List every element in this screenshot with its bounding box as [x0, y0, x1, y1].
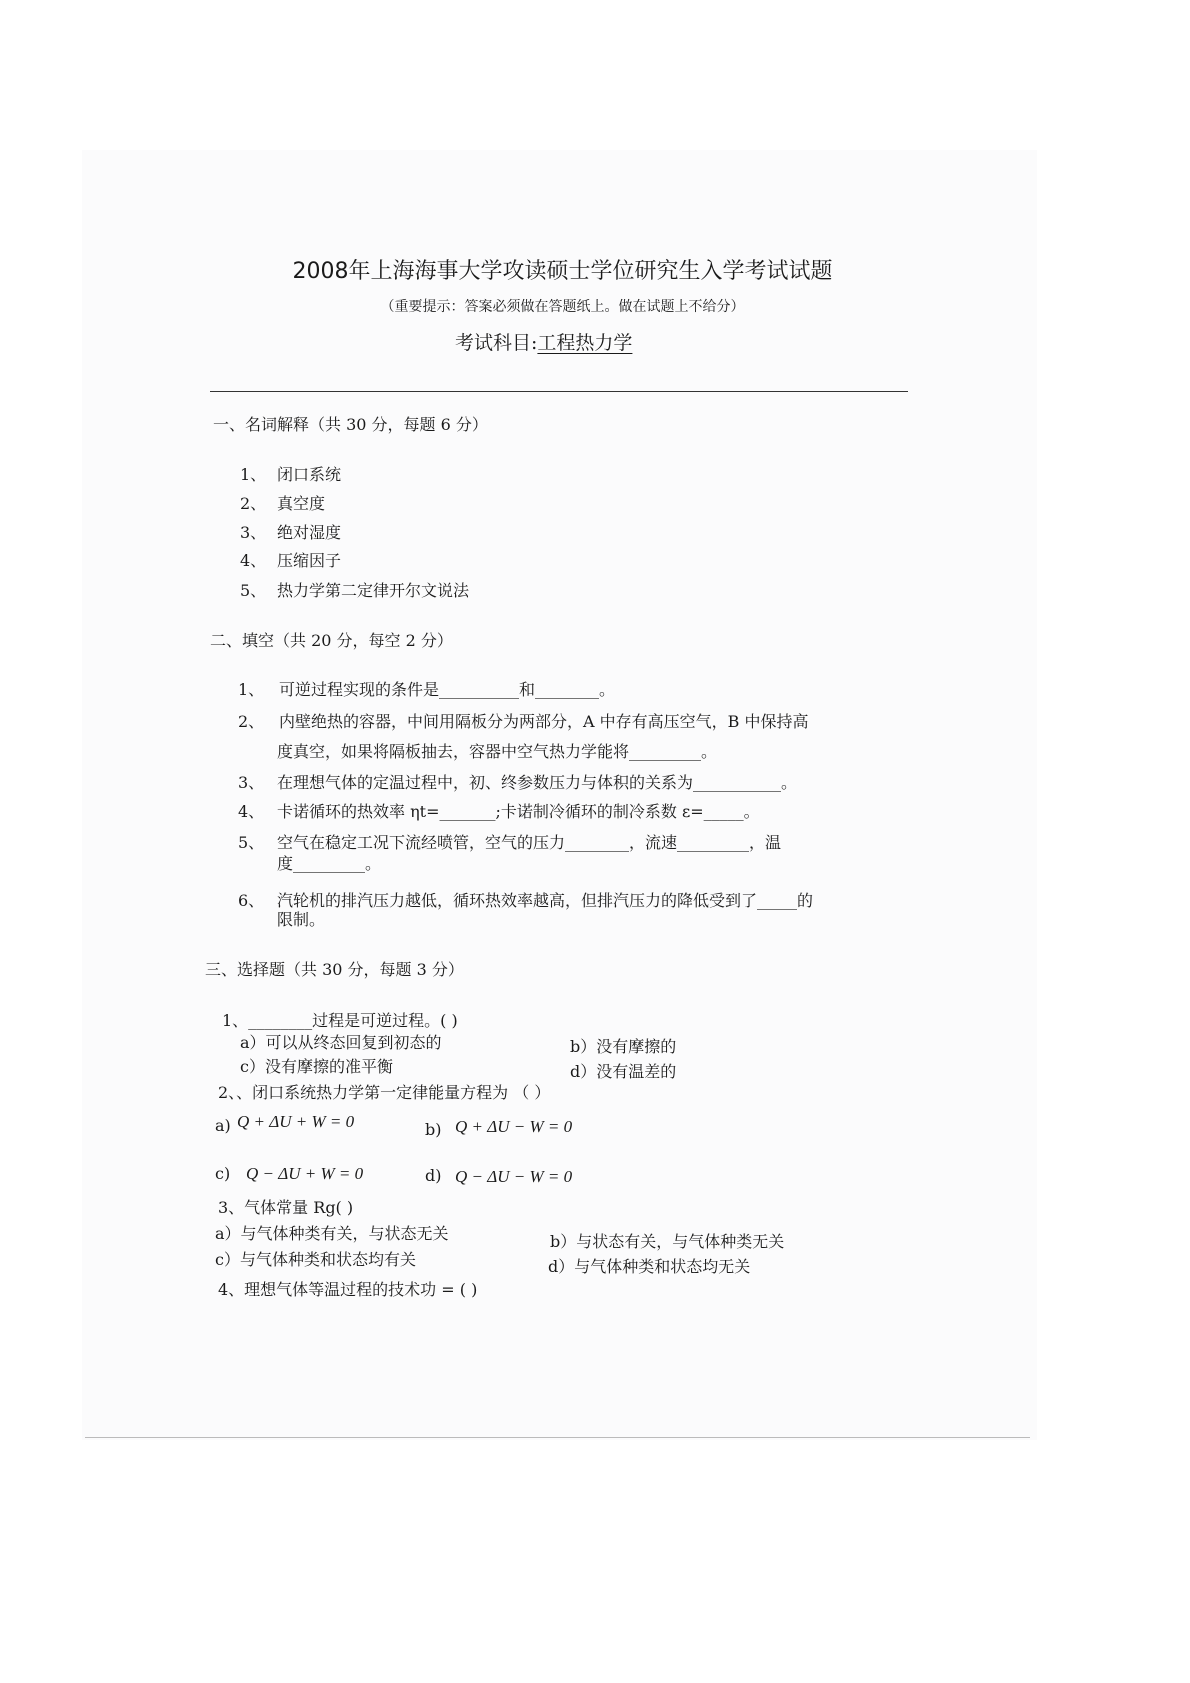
q3-stem: 3、气体常量 Rg( )	[218, 1198, 354, 1217]
item-number: 1、	[240, 465, 267, 484]
q2-equation-b: Q + ΔU − W = 0	[455, 1117, 573, 1136]
section3-heading: 三、选择题（共 30 分，每题 3 分）	[205, 960, 464, 979]
item-number: 2、	[238, 712, 265, 731]
term: 绝对湿度	[277, 523, 342, 542]
section2-heading: 二、填空（共 20 分，每空 2 分）	[210, 631, 453, 650]
page-bottom-edge	[85, 1437, 1030, 1438]
item-number: 1、	[238, 680, 265, 699]
term: 热力学第二定律开尔文说法	[277, 581, 470, 600]
exam-notice: （重要提示：答案必须做在答题纸上。做在试题上不给分）	[380, 299, 745, 315]
q1-stem: 1、________过程是可逆过程。( )	[222, 1011, 458, 1030]
q3-option-c: c）与气体种类和状态均有关	[215, 1250, 416, 1269]
item-number: 3、	[240, 523, 267, 542]
subject-name: 工程热力学	[537, 332, 633, 354]
item-number: 5、	[238, 833, 265, 852]
q1-option-a: a）可以从终态回复到初态的	[240, 1033, 442, 1052]
item-number: 6、	[238, 891, 265, 910]
fill-blank-question: 在理想气体的定温过程中，初、终参数压力与体积的关系为___________。	[277, 773, 798, 792]
header-divider	[210, 391, 908, 392]
fill-blank-question-cont: 度真空，如果将隔板抽去，容器中空气热力学能将_________。	[277, 742, 718, 761]
q2-label-a: a)	[215, 1116, 231, 1135]
fill-blank-question: 内壁绝热的容器，中间用隔板分为两部分，A 中存有高压空气，B 中保持高	[279, 712, 809, 731]
q2-equation-c: Q − ΔU + W = 0	[246, 1164, 364, 1183]
fill-blank-question: 汽轮机的排汽压力越低，循环热效率越高，但排汽压力的降低受到了_____的	[277, 891, 814, 910]
q2-equation-a: Q + ΔU + W = 0	[237, 1112, 355, 1131]
q3-option-d: d）与气体种类和状态均无关	[548, 1257, 751, 1276]
fill-blank-question: 卡诺循环的热效率 ηt=_______;卡诺制冷循环的制冷系数 ε=_____。	[277, 802, 760, 821]
item-number: 4、	[240, 551, 267, 570]
subject-label: 考试科目:	[455, 332, 538, 354]
q2-stem: 2、、闭口系统热力学第一定律能量方程为 （ ）	[218, 1083, 551, 1102]
item-number: 4、	[238, 802, 265, 821]
term: 闭口系统	[277, 465, 342, 484]
exam-title: 2008年上海海事大学攻读硕士学位研究生入学考试试题	[292, 259, 833, 284]
item-number: 3、	[238, 773, 265, 792]
fill-blank-question: 可逆过程实现的条件是__________和________。	[279, 680, 616, 699]
q2-label-d: d)	[425, 1166, 442, 1185]
fill-blank-question: 空气在稳定工况下流经喷管，空气的压力________，流速_________，温	[277, 833, 782, 852]
q1-option-d: d）没有温差的	[570, 1062, 677, 1081]
q1-option-b: b）没有摩擦的	[570, 1037, 677, 1056]
item-number: 2、	[240, 494, 267, 513]
item-number: 5、	[240, 581, 267, 600]
fill-blank-question-cont: 度_________。	[277, 854, 382, 873]
section1-heading: 一、名词解释（共 30 分，每题 6 分）	[213, 415, 488, 434]
term: 压缩因子	[277, 551, 342, 570]
term: 真空度	[277, 494, 326, 513]
q3-option-a: a）与气体种类有关，与状态无关	[215, 1224, 449, 1243]
q2-label-c: c)	[215, 1164, 231, 1183]
q1-option-c: c）没有摩擦的准平衡	[240, 1057, 393, 1076]
exam-subject	[455, 334, 632, 353]
q4-stem: 4、理想气体等温过程的技术功 = ( )	[218, 1280, 478, 1299]
q2-label-b: b)	[425, 1120, 442, 1139]
fill-blank-question-cont: 限制。	[277, 910, 326, 929]
q3-option-b: b）与状态有关，与气体种类无关	[550, 1232, 785, 1251]
q2-equation-d: Q − ΔU − W = 0	[455, 1167, 573, 1186]
